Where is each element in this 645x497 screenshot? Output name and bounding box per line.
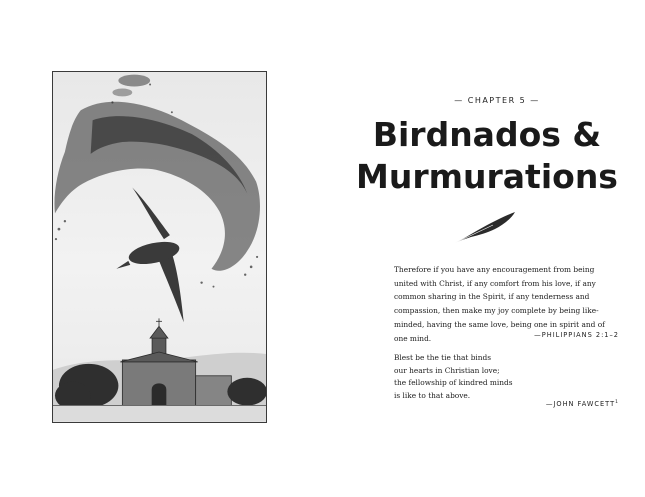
swift-and-church-drawing	[53, 72, 266, 422]
poem-line: the fellowship of kindred minds	[394, 378, 513, 387]
poem-author-name: —JOHN FAWCETT	[545, 400, 616, 409]
chapter-title-line-1: Birdnados &	[372, 115, 602, 154]
chapter-label: — CHAPTER 5 —	[454, 96, 540, 105]
feather-icon	[453, 211, 517, 245]
swift-bird	[116, 188, 183, 323]
murmuration-flock	[54, 75, 260, 271]
footnote-marker: 1	[615, 400, 619, 405]
chapter-title-line-2: Murmurations	[356, 157, 618, 196]
verse-reference: —PHILIPPIANS 2:1–2	[534, 331, 619, 339]
poem-line: our hearts in Christian love;	[394, 365, 500, 375]
poem-line: Blest be the tie that binds	[394, 353, 492, 362]
poem-line: is like to that above.	[394, 390, 471, 400]
poem-author	[472, 400, 619, 408]
epigraph-poem	[394, 352, 614, 402]
chapter-illustration	[52, 71, 267, 423]
epigraph-verse: Therefore if you have any encouragement from being united with Christ, if any comfort from his love, if any common sharing in the Spirit, if any tenderness and compassion, then make my joy complete by being like-minded, having the same love, being one in spirit and of one mind.	[394, 265, 605, 343]
chapter-title	[352, 114, 622, 198]
